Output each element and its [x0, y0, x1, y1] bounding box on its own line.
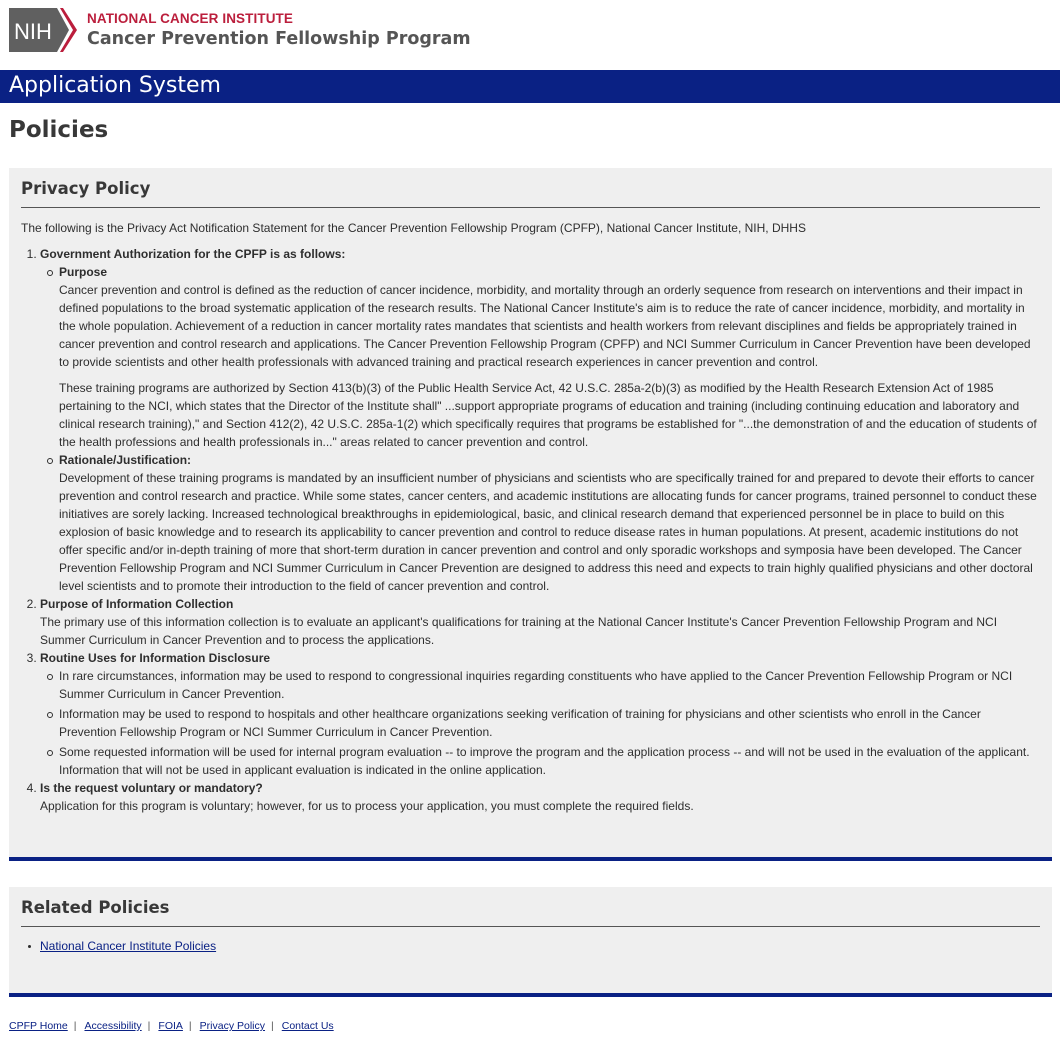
purpose-paragraph-2: These training programs are authorized by Section 413(b)(3) of the Public Health Service Act, 42 U.S.C. 285a-2(b)(3) as modified by the Health Research Extension Act of 1985 pertaining to the NCI, which states that the Director of the Institute shall" ...support appropriate programs of education and training (including continuing education and laboratory and clinical research training)," and Section 412(2), 42 U.S.C. 285a-1(2) which specifically requires that programs be established for "...the demonstration of and the education of students of the health professions and health professionals in..." areas related to cancer prevention and control.	[59, 381, 1037, 449]
rationale-paragraph: Development of these training programs is mandated by an insufficient number of physicians and scientists who are specifically trained for and prepared to devote their efforts to cancer prevention and control research and practice. While some states, cancer centers, and academic institutions are allocating funds for cancer programs, trained personnel to conduct these initiatives are sorely lacking. Increased technological breakthroughs in epidemiological, basic, and clinical research demand that experienced personnel be in place to build on this explosion of basic knowledge and to research its applicability to cancer prevention and control to reduce disease rates in human populations. At present, academic institutions do not offer specific and/or in-depth training of more that short-term duration in cancer prevention and control and only sporadic workshops and symposia have been developed. The Cancer Prevention Fellowship Program and NCI Summer Curriculum in Cancer Prevention are designed to address this need and expects to train highly qualified physicians and other doctoral level scientists and to promote their introduction to the field of cancer prevention and control.	[59, 471, 1037, 593]
related-policy-item	[40, 939, 1040, 953]
related-policies-heading: Related Policies	[21, 887, 1040, 927]
privacy-intro: The following is the Privacy Act Notification Statement for the Cancer Prevention Fellowship Program (CPFP), National Cancer Institute, NIH, DHHS	[21, 221, 806, 235]
nih-logo[interactable]	[9, 8, 79, 52]
institute-name: NATIONAL CANCER INSTITUTE	[87, 11, 293, 26]
privacy-section-voluntary	[40, 779, 1040, 815]
footer-separator: |	[73, 1020, 77, 1032]
program-name: Cancer Prevention Fellowship Program	[87, 29, 471, 49]
page-title: Policies	[9, 117, 109, 143]
purpose-paragraph-1: Cancer prevention and control is defined as the reduction of cancer incidence, morbidity, and mortality through an orderly sequence from research on interventions and their impact in defined populations to the broad systematic application of the research results. The National Cancer Institute's aim is to reduce the rate of cancer incidence, morbidity, and mortality in the whole population. Achievement of a reduction in cancer mortality rates mandates that scientists and health workers from relevant disciplines and fields be appropriately trained in cancer prevention and control research and applications. The Cancer Prevention Fellowship Program (CPFP) and NCI Summer Curriculum in Cancer Prevention have been developed to provide scientists and other health professionals with advanced training and practical research experiences in cancer prevention and control.	[59, 283, 1031, 369]
section-title: 2. Purpose of Information Collection	[40, 597, 234, 611]
footer-separator: |	[147, 1020, 151, 1032]
related-policies-panel	[9, 887, 1052, 997]
rationale-subsection	[59, 451, 1040, 595]
authorization-sublist	[40, 263, 1040, 595]
footer-separator: |	[188, 1020, 192, 1032]
footer-separator: |	[271, 1020, 274, 1032]
section-title: 4. Is the request voluntary or mandatory?	[40, 781, 263, 795]
nci-policies-link[interactable]: National Cancer Institute Policies	[40, 939, 217, 953]
privacy-section-authorization	[40, 245, 1040, 595]
footer-link-contact-us[interactable]: Contact Us	[281, 1020, 334, 1032]
site-header	[0, 0, 1060, 70]
footer-link-foia[interactable]: FOIA	[158, 1020, 183, 1032]
app-bar-title: Application System	[0, 70, 1060, 103]
purpose-subsection	[59, 263, 1040, 451]
footer-link-cpfp-home[interactable]: CPFP Home	[9, 1020, 68, 1032]
nih-logo-text: NIH	[14, 19, 52, 44]
routine-uses-list	[40, 667, 1040, 779]
routine-use-item: In rare circumstances, information may be used to respond to congressional inquiries regarding constituents who have applied to the Cancer Prevention Fellowship Program or NCI Summer Curriculum in Cancer Prevention.	[59, 667, 1040, 703]
site-footer	[0, 1020, 1060, 1032]
routine-use-item: Information may be used to respond to hospitals and other healthcare organizations seeking verification of training for physicians and other scientists who enroll in the Cancer Prevention Fellowship Program or NCI Summer Curriculum in Cancer Prevention.	[59, 705, 1040, 741]
rationale-title: Rationale/Justification:	[59, 453, 192, 467]
privacy-policy-heading: Privacy Policy	[21, 168, 1040, 208]
routine-use-item: Some requested information will be used for internal program evaluation -- to improve the program and the application process -- and will not be used in the evaluation of the applicant. Information that will not be used in applicant evaluation is indicated in the online application.	[59, 743, 1040, 779]
section-title: 3. Routine Uses for Information Disclosure	[40, 651, 271, 665]
privacy-policy-panel	[9, 168, 1052, 861]
privacy-section-purpose-collection	[40, 595, 1040, 649]
related-policies-list	[21, 939, 1040, 953]
footer-link-privacy-policy[interactable]: Privacy Policy	[199, 1020, 266, 1032]
footer-link-accessibility[interactable]: Accessibility	[84, 1020, 142, 1032]
section-title: Government Authorization for the CPFP is as follows:	[40, 247, 346, 261]
purpose-title: Purpose	[59, 265, 108, 279]
section-text: The primary use of this information collection is to evaluate an applicant's qualifications for training at the National Cancer Institute's Cancer Prevention Fellowship Program and NCI Summer Curriculum in Cancer Prevention and to process the applications.	[40, 615, 998, 647]
section-text: Application for this program is voluntary; however, for us to process your application, you must complete the required fields.	[40, 799, 694, 813]
privacy-sections-list	[21, 245, 1040, 815]
privacy-section-routine-uses	[40, 649, 1040, 779]
